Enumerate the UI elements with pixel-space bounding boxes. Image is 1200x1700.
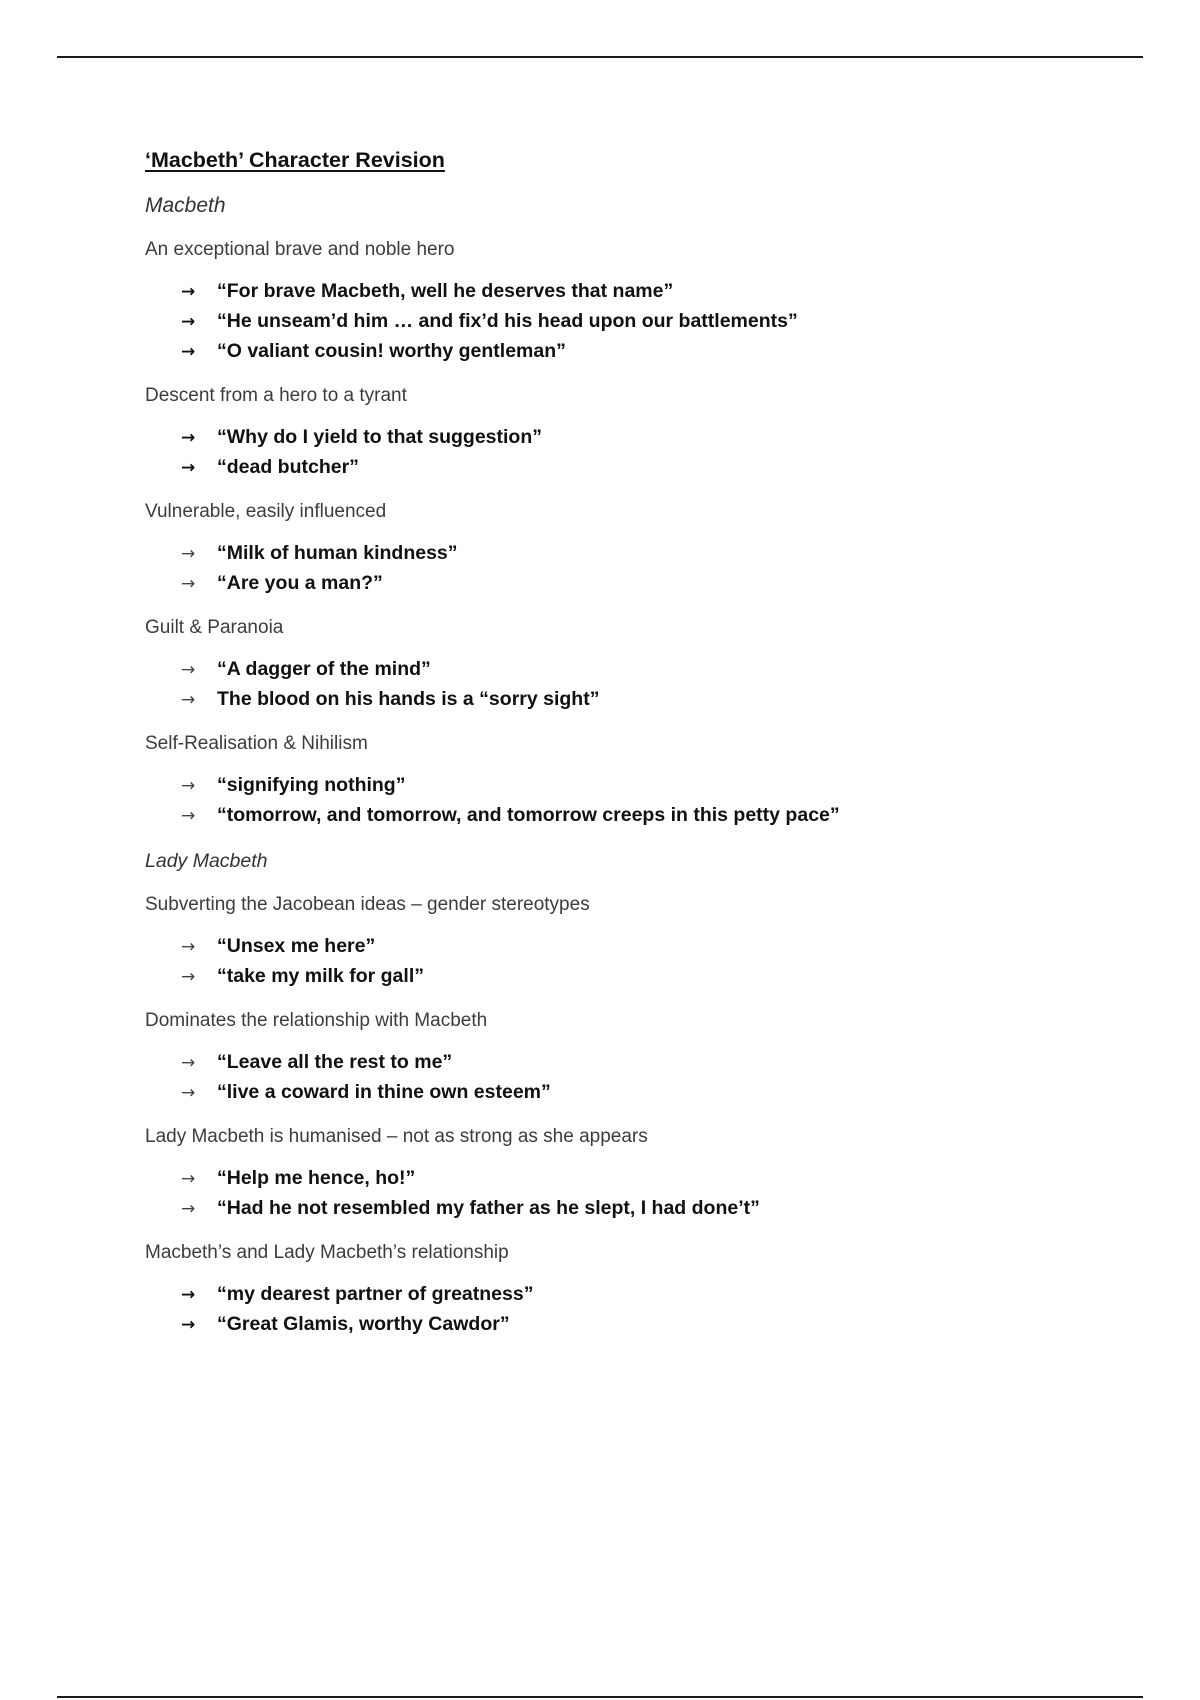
topic-heading: Macbeth’s and Lady Macbeth’s relationship [145,1242,509,1263]
quote-list [145,423,1125,483]
quote-text: “signifying nothing” [217,774,406,796]
arrow-icon: → [181,1285,196,1305]
character-heading-macbeth: Macbeth [145,194,226,217]
quote-item [145,277,1125,307]
quote-text: The blood on his hands is a “sorry sight” [217,688,600,710]
quote-text: “Leave all the rest to me” [217,1051,453,1073]
arrow-icon: → [181,1169,196,1189]
arrow-icon: → [181,1315,196,1335]
page-bottom-rule [57,1696,1143,1698]
arrow-icon: → [181,1053,196,1073]
quote-item [145,1048,1125,1078]
quote-item [145,539,1125,569]
quote-text: “O valiant cousin! worthy gentleman” [217,340,566,362]
quote-text: “Unsex me here” [217,935,376,957]
topic-heading: An exceptional brave and noble hero [145,239,455,260]
quote-list [145,1280,1125,1340]
quote-item [145,962,1125,992]
quote-item [145,1078,1125,1108]
arrow-icon: → [181,776,196,796]
topic-heading: Self-Realisation & Nihilism [145,733,368,754]
quote-item [145,337,1125,367]
quote-item [145,1164,1125,1194]
quote-item [145,801,1125,831]
quote-text: “Why do I yield to that suggestion” [217,426,542,448]
quote-item [145,685,1125,715]
quote-item [145,307,1125,337]
arrow-icon: → [181,690,196,710]
quote-item [145,932,1125,962]
arrow-icon: → [181,312,196,332]
quote-list [145,932,1125,992]
quote-text: “He unseam’d him … and fix’d his head upon our battlements” [217,310,798,332]
quote-text: “Are you a man?” [217,572,383,594]
quote-text: “my dearest partner of greatness” [217,1283,534,1305]
character-heading-lady-macbeth: Lady Macbeth [145,850,268,872]
topic-heading: Descent from a hero to a tyrant [145,385,407,406]
topic-heading: Vulnerable, easily influenced [145,501,387,522]
quote-text: “For brave Macbeth, well he deserves that name” [217,280,674,302]
quote-text: “tomorrow, and tomorrow, and tomorrow creeps in this petty pace” [217,804,840,826]
quote-item [145,771,1125,801]
quote-list [145,277,1125,367]
quote-text: “Great Glamis, worthy Cawdor” [217,1313,510,1335]
quote-text: “A dagger of the mind” [217,658,431,680]
quote-text: “Had he not resembled my father as he slept, I had done’t” [217,1197,760,1219]
arrow-icon: → [181,428,196,448]
topic-heading: Subverting the Jacobean ideas – gender stereotypes [145,894,590,915]
arrow-icon: → [181,660,196,680]
arrow-icon: → [181,574,196,594]
quote-item [145,1280,1125,1310]
quote-list [145,771,1125,831]
arrow-icon: → [181,937,196,957]
arrow-icon: → [181,342,196,362]
topic-heading: Lady Macbeth is humanised – not as strong as she appears [145,1126,648,1147]
quote-item [145,453,1125,483]
quote-list [145,539,1125,599]
arrow-icon: → [181,1199,196,1219]
page-top-rule [57,56,1143,58]
quote-text: “take my milk for gall” [217,965,424,987]
arrow-icon: → [181,544,196,564]
arrow-icon: → [181,806,196,826]
arrow-icon: → [181,967,196,987]
arrow-icon: → [181,282,196,302]
arrow-icon: → [181,1083,196,1103]
quote-text: “live a coward in thine own esteem” [217,1081,551,1103]
topic-heading: Dominates the relationship with Macbeth [145,1010,488,1031]
quote-item [145,569,1125,599]
quote-text: “Milk of human kindness” [217,542,458,564]
quote-item [145,1310,1125,1340]
document-title: ‘Macbeth’ Character Revision [145,148,445,172]
arrow-icon: → [181,458,196,478]
quote-text: “Help me hence, ho!” [217,1167,416,1189]
topic-heading: Guilt & Paranoia [145,617,284,638]
quote-item [145,655,1125,685]
document-body [145,146,1125,1356]
quote-list [145,1164,1125,1224]
quote-item [145,423,1125,453]
quote-list [145,1048,1125,1108]
quote-item [145,1194,1125,1224]
quote-list [145,655,1125,715]
quote-text: “dead butcher” [217,456,359,478]
